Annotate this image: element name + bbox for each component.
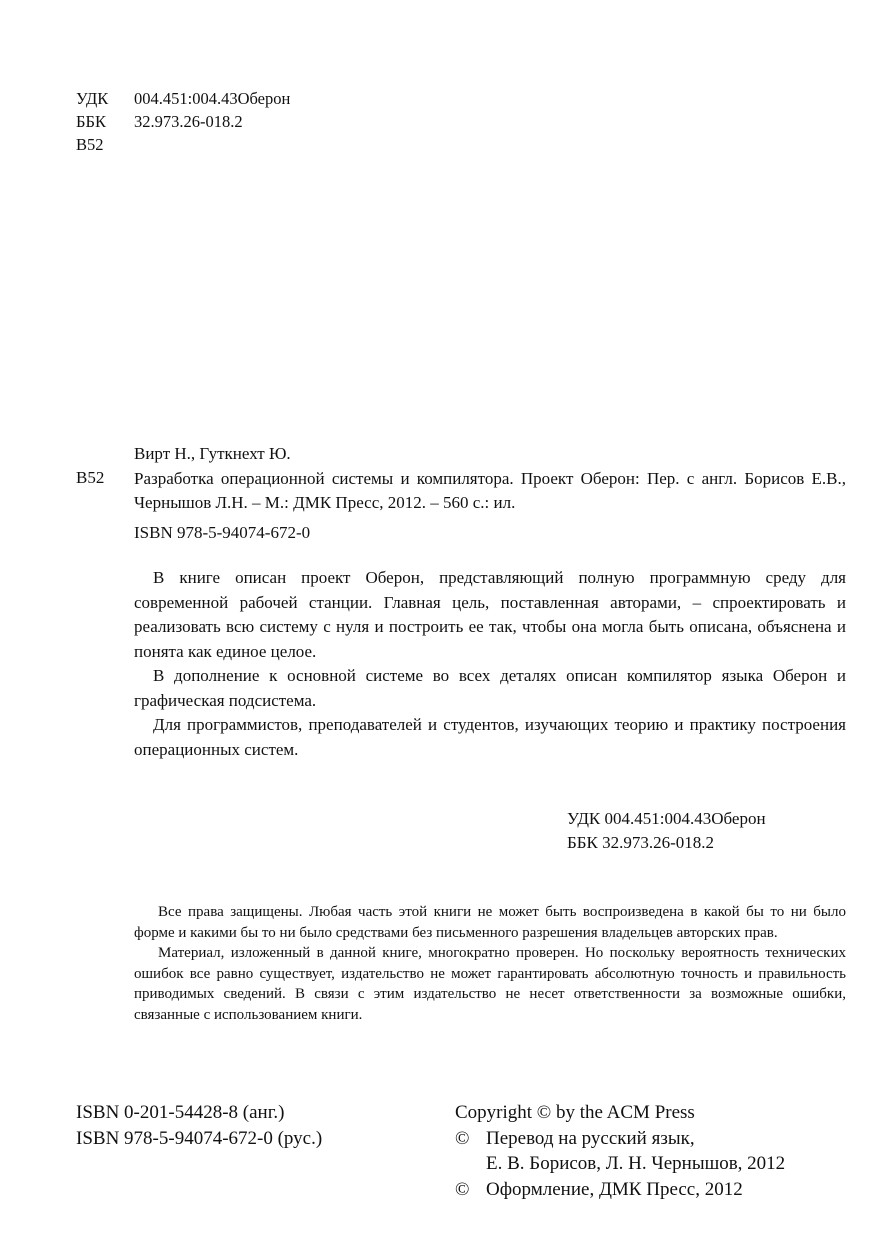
copyright-line: Copyright © by the ACM Press	[455, 1102, 695, 1123]
annotation-paragraph: В дополнение к основной системе во всех деталях описан компилятор языка Оберон и графическая подсистема.	[134, 666, 846, 710]
udk-value: 004.451:004.43Оберон	[134, 89, 291, 108]
design-line: Оформление, ДМК Пресс, 2012	[486, 1178, 743, 1200]
bbk-value: 32.973.26-018.2	[134, 112, 243, 131]
codes-right	[567, 807, 766, 855]
design-row	[455, 1177, 785, 1203]
rights-paragraph: Все права защищены. Любая часть этой книги не может быть воспроизведена в какой бы то ни было форме и какими бы то ни было средствами без письменного разрешения владельцев авторских прав.	[134, 904, 846, 941]
classification-block	[76, 87, 290, 156]
bbk-code: ББК 32.973.26-018.2	[567, 833, 715, 852]
rights-notice	[134, 902, 846, 1025]
annotation-paragraph: В книге описан проект Оберон, представляющий полную программную среду для современной рабочей станции. Главная цель, поставленная авторами, – спроектировать и реализовать всю систему с нуля и построить ее так, чтобы она могла быть описана, объяснена и понята как единое целое.	[134, 568, 846, 661]
copyright-symbol: ©	[455, 1127, 470, 1149]
isbn-russian: ISBN 978-5-94074-672-0 (рус.)	[76, 1127, 323, 1149]
catalog-author-mark: В52	[76, 468, 105, 487]
catalog-entry	[134, 442, 846, 545]
catalog-description: Разработка операционной системы и компилятора. Проект Оберон: Пер. с англ. Борисов Е.В., Чернышов Л.Н. – М.: ДМК Пресс, 2012. – 560 с.: ил.	[134, 468, 846, 512]
bbk-row	[76, 110, 290, 133]
udk-row	[76, 87, 290, 110]
catalog-isbn: ISBN 978-5-94074-672-0	[134, 522, 311, 542]
author-mark: В52	[76, 135, 104, 154]
author-mark-row	[76, 133, 290, 156]
udk-code: УДК 004.451:004.43Оберон	[567, 809, 766, 828]
annotation	[134, 566, 846, 762]
isbn-english: ISBN 0-201-54428-8 (анг.)	[76, 1102, 285, 1123]
udk-label: УДК	[76, 89, 109, 108]
catalog-authors: Вирт Н., Гуткнехт Ю.	[134, 444, 291, 463]
isbn-list	[76, 1100, 322, 1151]
annotation-paragraph: Для программистов, преподавателей и студентов, изучающих теорию и практику построения операционных систем.	[134, 715, 846, 759]
bbk-label: ББК	[76, 112, 106, 131]
translation-row	[455, 1126, 785, 1152]
translation-line: Перевод на русский язык,	[486, 1127, 695, 1149]
copyright-block	[455, 1100, 785, 1202]
copyright-symbol: ©	[455, 1178, 470, 1200]
translators-line: Е. В. Борисов, Л. Н. Чернышов, 2012	[486, 1153, 786, 1174]
rights-paragraph: Материал, изложенный в данной книге, многократно проверен. Но поскольку вероятность технических ошибок все равно существует, издательство не может гарантировать абсолютную точность и правильность приводимых сведений. В связи с этим издательство не несет ответственности за возможные ошибки, связанные с использованием книги.	[134, 945, 846, 1023]
